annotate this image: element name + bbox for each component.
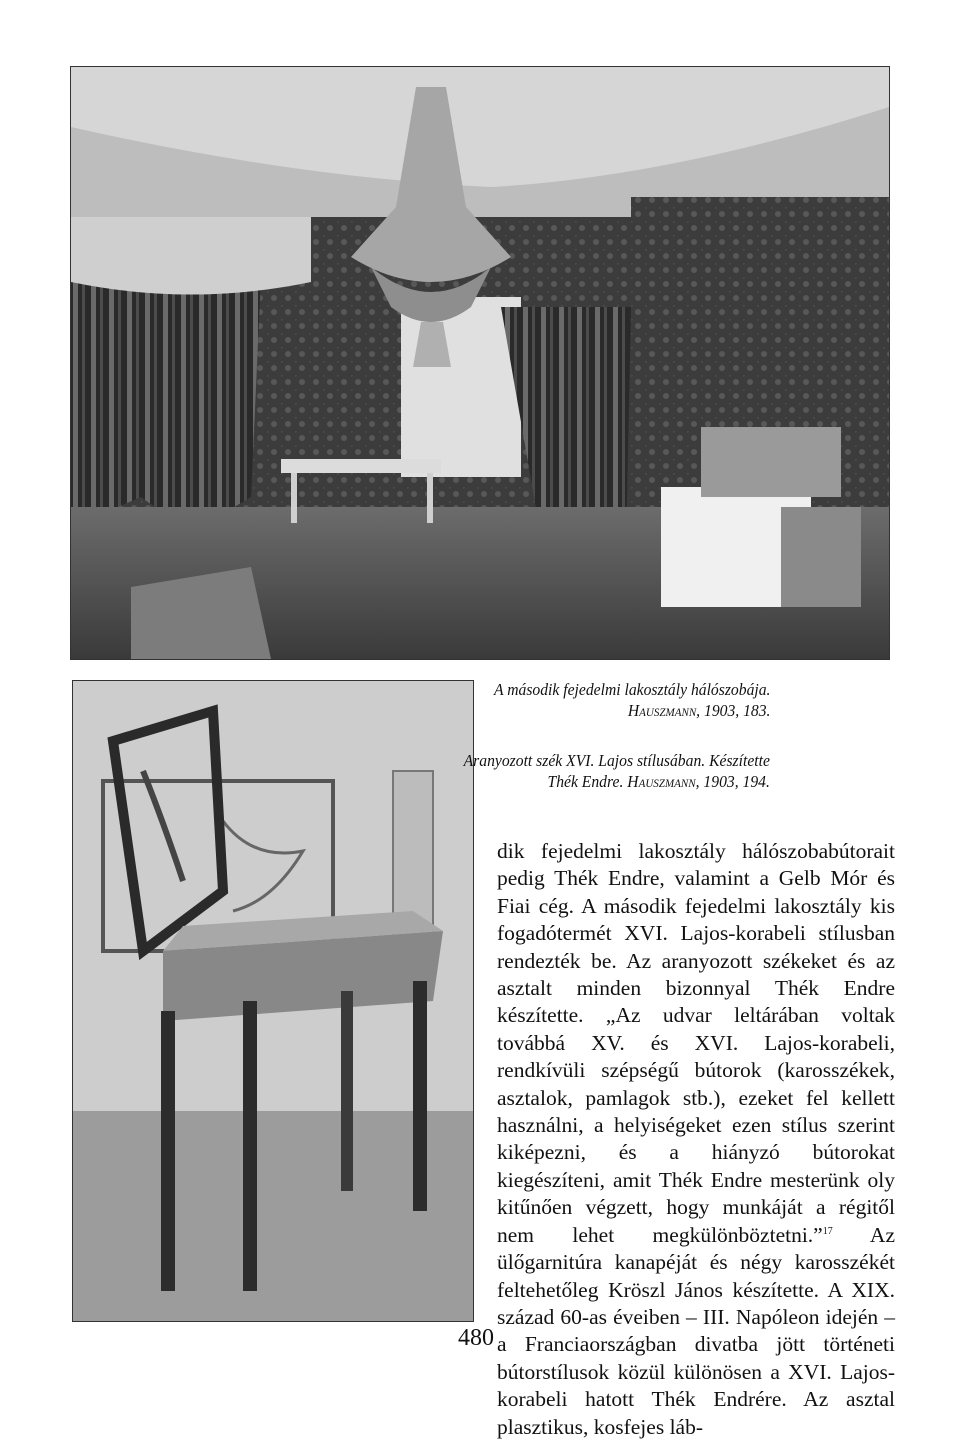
caption-credit-ref: 1903, 194.	[703, 772, 770, 791]
bedroom-photo	[70, 66, 890, 660]
caption-credit: Hauszmann, 1903, 183.	[627, 701, 770, 720]
caption-line: A második fejedelmi lakosztály hálószobája.	[493, 680, 770, 699]
caption-credit-author: Hauszmann	[627, 701, 696, 720]
caption-credit: Thék Endre. Hauszmann, 1903, 194.	[547, 772, 770, 791]
chair-photo	[72, 680, 474, 1322]
caption-credit-ref: 1903, 183.	[703, 701, 770, 720]
body-text-part: Az ülőgarnitúra kanapéját és négy karosszékét feltehetőleg Kröszl János készítette. A XIX. század 60-as éveiben – III. Napóleon idején – a Franciaországban divatba jött történeti bútorstílusok közül különösen a XVI. Lajos-korabeli hatott Thék Endrére. Az asztal plasztikus, kosfejes láb-	[497, 1222, 895, 1439]
body-text-part: dik fejedelmi lakosztály hálószobabútorait pedig Thék Endre, valamint a Gelb Mór és Fiai cég. A második fejedelmi lakosztály kis fogadótermét XVI. Lajos-korabeli stílusban rendezték be. Az aranyozott székeket és az asztalt minden bizonnyal Thék Endre készítette. „Az udvar leltárában voltak továbbá XV. és XVI. Lajos-korabeli, rendkívüli szépségű bútorok (karosszékek, asztalok, pamlagok stb.), ezeket fel kellett használni, a helyiségeket ezen stílus szerint kiképezni, és a hiányzó bútorokat kiegészíteni, amit Thék Endre mesterünk oly kitűnően végzett, hogy munkáját a régitől nem lehet megkülönböztetni.”	[497, 839, 895, 1247]
figure-caption-2	[464, 750, 770, 792]
caption-credit-author: Hauszmann	[627, 772, 696, 791]
page-number: 480	[458, 1325, 494, 1351]
figure-caption-1	[494, 679, 770, 721]
body-text	[497, 838, 895, 1441]
body-paragraph	[497, 838, 895, 1441]
footnote-ref[interactable]: 17	[822, 1225, 833, 1237]
caption-line: Aranyozott szék XVI. Lajos stílusában. Készítette	[463, 751, 770, 770]
caption-line: Thék Endre.	[547, 772, 624, 791]
